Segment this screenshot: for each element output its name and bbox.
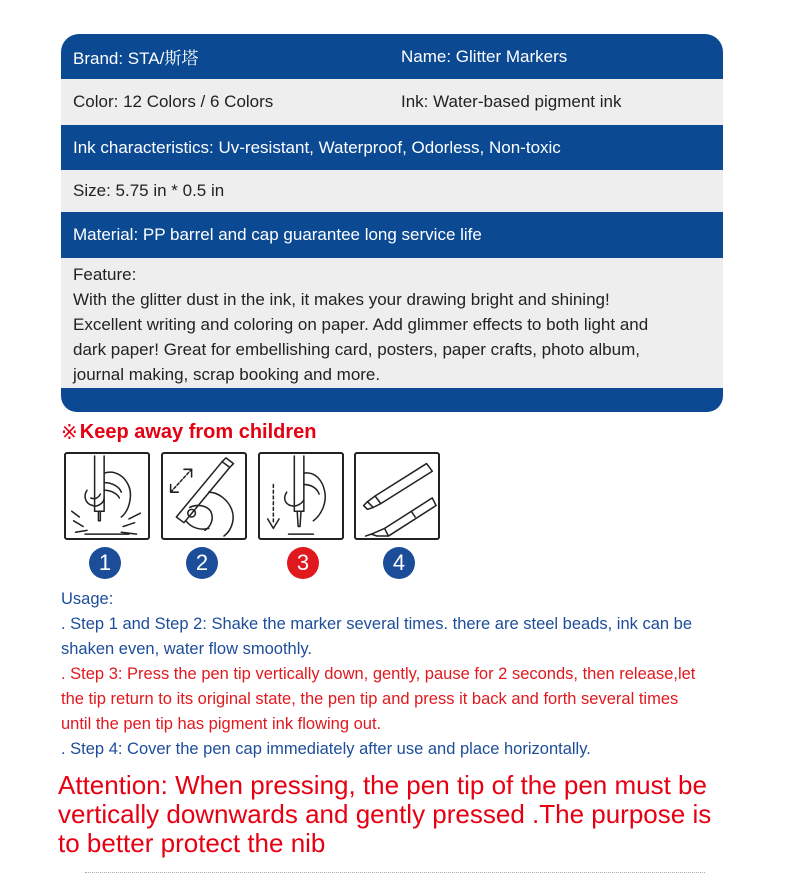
spec-footer-bar [61,388,723,412]
brand-label: Brand: STA/斯塔 [73,49,199,68]
step-3-illustration [258,452,344,540]
feature-line: With the glitter dust in the ink, it makes your drawing bright and shining! [73,290,610,309]
spec-table [61,34,723,412]
usage-title: Usage: [61,590,114,608]
warning-heading [61,420,317,445]
step-1-badge: 1 [89,547,121,579]
characteristics-label: Ink characteristics: Uv-resistant, Waterproof, Odorless, Non-toxic [73,137,561,157]
product-name-label: Name: Glitter Markers [401,46,568,66]
usage-step-3: . Step 3: Press the pen tip vertically down, gently, pause for 2 seconds, then release,let [61,665,696,683]
step-1-illustration [64,452,150,540]
usage-step-1-2: shaken even, water flow smoothly. [61,640,312,658]
usage-step-3: the tip return to its original state, the pen tip and press it back and forth several times [61,690,679,708]
step-2-illustration [161,452,247,540]
usage-step-4: . Step 4: Cover the pen cap immediately after use and place horizontally. [61,740,591,758]
feature-title: Feature: [73,265,137,284]
step-4-illustration [354,452,440,540]
attention-line: to better protect the nib [58,828,326,858]
step-3-badge: 3 [287,547,319,579]
attention-line: Attention: When pressing, the pen tip of the pen must be [58,770,707,800]
material-label: Material: PP barrel and cap guarantee long service life [73,225,482,244]
attention-note [58,771,778,858]
spec-row-size [61,170,723,212]
spec-row-material [61,212,723,258]
hand-pressing-pen-icon [66,454,148,538]
feature-line: Excellent writing and coloring on paper. Add glimmer effects to both light and [73,315,649,334]
feature-block [61,258,723,388]
capped-pens-icon [356,454,438,538]
attention-line: vertically downwards and gently pressed .The purpose is [58,799,712,829]
feature-line: dark paper! Great for embellishing card, posters, paper crafts, photo album, [73,340,640,359]
usage-section [61,587,761,762]
usage-step-1-2: . Step 1 and Step 2: Shake the marker several times. there are steel beads, ink can be [61,615,693,633]
spec-row-brand [61,34,723,79]
step-4-badge: 4 [383,547,415,579]
size-label: Size: 5.75 in * 0.5 in [73,181,225,200]
hand-shaking-pen-icon [163,454,245,538]
spec-row-characteristics [61,125,723,170]
bottom-divider [85,872,705,873]
usage-step-3: until the pen tip has pigment ink flowing out. [61,715,382,733]
feature-line: journal making, scrap booking and more. [73,365,381,384]
pen-tip-press-down-icon [260,454,342,538]
color-label: Color: 12 Colors / 6 Colors [73,92,274,111]
ink-label: Ink: Water-based pigment ink [401,92,622,111]
spec-row-color [61,79,723,125]
step-2-badge: 2 [186,547,218,579]
reference-mark-icon: ※ [61,422,78,444]
warning-text: Keep away from children [79,421,317,443]
